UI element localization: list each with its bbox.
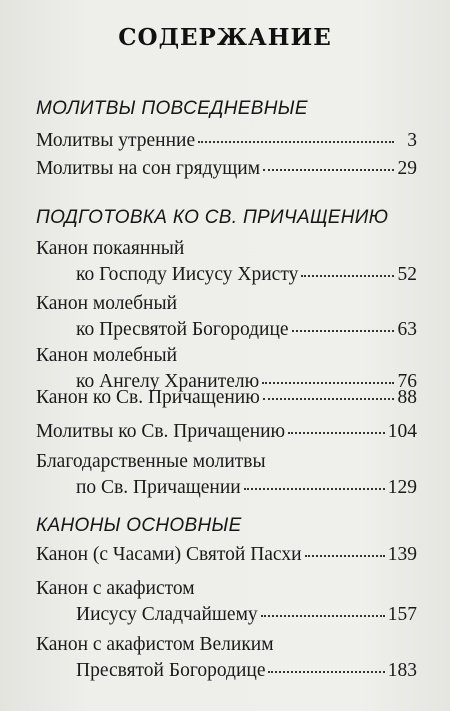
toc-entry-canon-theotokos[interactable]	[36, 291, 417, 343]
section-heading-communion-preparation: ПОДГОТОВКА КО СВ. ПРИЧАЩЕНИЮ	[36, 207, 389, 228]
dot-leader	[268, 670, 384, 673]
entry-title: Молитвы на сон грядущим	[36, 158, 261, 179]
section-heading-daily-prayers: МОЛИТВЫ ПОВСЕДНЕВНЫЕ	[36, 98, 308, 119]
toc-entry-penitential-canon[interactable]	[36, 236, 417, 288]
dot-leader	[262, 381, 394, 384]
page-number: 3	[407, 130, 417, 151]
toc-entry-pascha-canon[interactable]	[36, 542, 417, 568]
toc-entry-thanksgiving-prayers[interactable]	[36, 449, 417, 501]
toc-entry-communion-prayers[interactable]	[36, 419, 417, 445]
page-number: 52	[397, 264, 417, 285]
dot-leader	[263, 397, 394, 400]
dot-leader	[301, 274, 394, 277]
page-title: СОДЕРЖАНИЕ	[118, 24, 332, 51]
page-number: 29	[397, 158, 417, 179]
section-heading-main-canons: КАНОНЫ ОСНОВНЫЕ	[36, 515, 242, 536]
toc-entry-communion-canon[interactable]	[36, 385, 417, 411]
dot-leader	[261, 614, 385, 617]
page-number: 129	[387, 477, 417, 498]
page-number: 76	[397, 371, 417, 392]
page-number: 104	[387, 421, 417, 442]
entry-title: Благодарственные молитвы	[36, 451, 266, 472]
dot-leader	[288, 431, 385, 434]
entry-subtitle: ко Пресвятой Богородице	[76, 319, 289, 340]
dot-leader	[292, 329, 394, 332]
entry-title: Канон (с Часами) Святой Пасхи	[36, 544, 302, 565]
dot-leader	[263, 168, 394, 171]
dot-leader	[198, 140, 394, 143]
entry-title: Молитвы ко Св. Причащению	[36, 421, 286, 442]
entry-title: Канон с акафистом	[36, 578, 195, 599]
dot-leader	[305, 554, 385, 557]
dot-leader	[244, 487, 385, 490]
entry-title: Канон молебный	[36, 293, 178, 314]
toc-entry-akathist-jesus[interactable]	[36, 576, 417, 628]
entry-subtitle: Пресвятой Богородице	[76, 660, 266, 681]
entry-subtitle: по Св. Причащении	[76, 477, 241, 498]
page-number: 88	[397, 387, 417, 408]
toc-entry-great-akathist[interactable]	[36, 632, 417, 684]
page-number: 139	[387, 544, 417, 565]
page-number: 183	[387, 660, 417, 681]
entry-subtitle: ко Господу Иисусу Христу	[76, 264, 299, 285]
entry-title: Канон молебный	[36, 345, 178, 366]
entry-title: Канон с акафистом Великим	[36, 634, 274, 655]
toc-entry-evening-prayers[interactable]	[36, 156, 417, 182]
entry-subtitle: ко Ангелу Хранителю	[76, 371, 260, 392]
entry-title: Канон ко Св. Причащению	[36, 387, 260, 408]
entry-title: Канон покаянный	[36, 238, 185, 259]
entry-title: Молитвы утренние	[36, 130, 196, 151]
page-number: 63	[397, 319, 417, 340]
entry-subtitle: Иисусу Сладчайшему	[76, 604, 258, 625]
toc-entry-morning-prayers[interactable]	[36, 128, 417, 154]
page-number: 157	[387, 604, 417, 625]
